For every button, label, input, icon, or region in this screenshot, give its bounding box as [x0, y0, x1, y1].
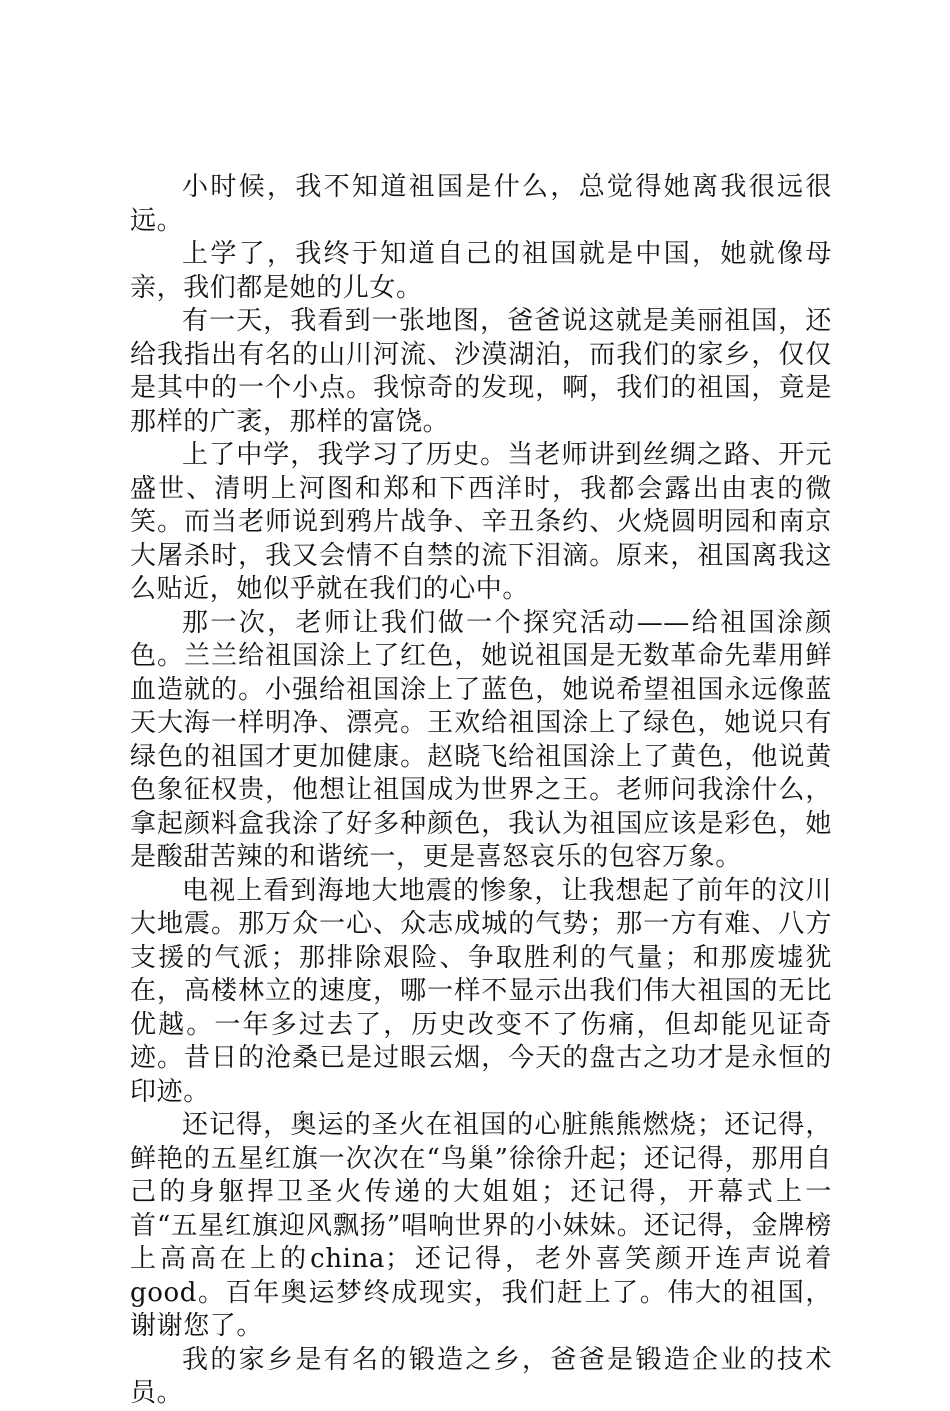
document-body	[130, 171, 832, 1411]
paragraph-2: 上学了，我终于知道自己的祖国就是中国，她就像母亲，我们都是她的儿女。	[130, 239, 832, 303]
paragraph-3: 有一天，我看到一张地图，爸爸说这就是美丽祖国，还给我指出有名的山川河流、沙漠湖泊，而我们的家乡，仅仅是其中的一个小点。我惊奇的发现，啊，我们的祖国，竟是那样的广袤，那样的富饶。	[130, 306, 832, 437]
paragraph-5: 那一次，老师让我们做一个探究活动——给祖国涂颜色。兰兰给祖国涂上了红色，她说祖国是无数革命先辈用鲜血造就的。小强给祖国涂上了蓝色，她说希望祖国永远像蓝天大海一样明净、漂亮。王欢给祖国涂上了绿色，她说只有绿色的祖国才更加健康。赵晓飞给祖国涂上了黄色，他说黄色象征权贵，他想让祖国成为世界之王。老师问我涂什么，拿起颜料盒我涂了好多种颜色，我认为祖国应该是彩色，她是酸甜苦辣的和谐统一，更是喜怒哀乐的包容万象。	[130, 607, 832, 872]
paragraph-1: 小时候，我不知道祖国是什么，总觉得她离我很远很远。	[130, 172, 832, 236]
paragraph-4: 上了中学，我学习了历史。当老师讲到丝绸之路、开元盛世、清明上河图和郑和下西洋时，我都会露出由衷的微笑。而当老师说到鸦片战争、辛丑条约、火烧圆明园和南京大屠杀时，我又会情不自禁的流下泪滴。原来，祖国离我这么贴近，她似乎就在我们的心中。	[130, 440, 832, 604]
paragraph-8: 我的家乡是有名的锻造之乡，爸爸是锻造企业的技术员。	[130, 1344, 832, 1408]
paragraph-6: 电视上看到海地大地震的惨象，让我想起了前年的汶川大地震。那万众一心、众志成城的气势；那一方有难、八方支援的气派；那排除艰险、争取胜利的气量；和那废墟犹在，高楼林立的速度，哪一样不显示出我们伟大祖国的无比优越。一年多过去了，历史改变不了伤痛，但却能见证奇迹。昔日的沧桑已是过眼云烟，今天的盘古之功才是永恒的印迹。	[130, 875, 832, 1107]
paragraph-7: 还记得，奥运的圣火在祖国的心脏熊熊燃烧；还记得，鲜艳的五星红旗一次次在“鸟巢”徐徐升起；还记得，那用自己的身躯捍卫圣火传递的大姐姐；还记得，开幕式上一首“五星红旗迎风飘扬”唱响世界的小妹妹。还记得，金牌榜上高高在上的china；还记得，老外喜笑颜开连声说着good。百年奥运梦终成现实，我们赶上了。伟大的祖国，谢谢您了。	[130, 1110, 832, 1341]
